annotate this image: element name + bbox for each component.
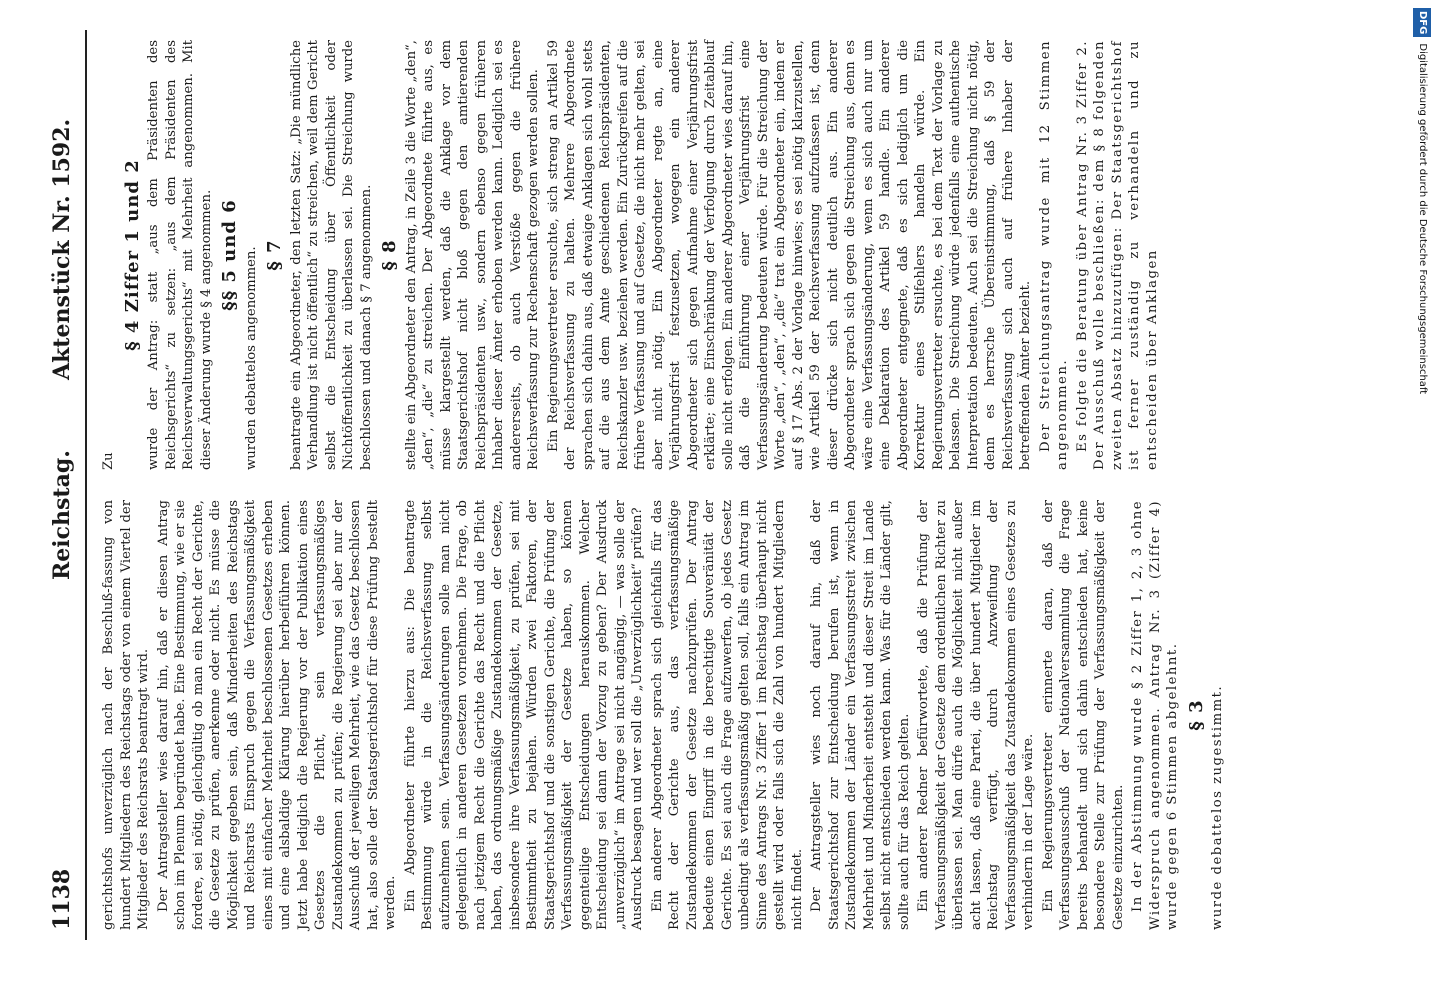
paragraph: Ein Regierungsvertreter ersuchte, sich streng an Artikel 59 der Reichsverfassung zu halten. Mehrere Abgeordnete sprachen sich dahin aus, daß etwaige Anklagen sich wohl stets auf die aus dem Amte geschiedenen Reichspräsidenten, Reichskanzler usw. beziehen werden. Ein Zurückgreifen auf die frühere Verfassung und auf Gesetze, die nicht mehr gelten, sei aber nicht nötig. Ein Abgeordneter regte an, eine Verjährungsfrist festzusetzen, wogegen ein anderer Abgeordneter sich gegen Aufnahme einer Verjährungsfrist erklärte; eine Einschränkung der Verfolgung durch Zeitablauf solle nicht erfolgen. Ein anderer Abgeordneter wies darauf hin, daß die Einführung einer Verjährungsfrist eine Verfassungsänderung bedeuten würde. Für die Streichung der Worte „den“, „den“, „die“ trat ein Abgeordneter ein, indem er auf § 17 Abs. 2 der Vorlage hinwies; es sei nötig klarzustellen, wie Artikel 59 der Reichsverfassung aufzufassen ist, denn dieser drücke sich nicht deutlich aus. Ein anderer Abgeordneter sprach sich gegen die Streichung aus, denn es wäre eine Verfassungsänderung, wenn es sich auch nur um eine Deklaration des Artikel 59 handle. Ein anderer Abgeordneter entgegnete, daß es sich lediglich um die Korrektur eines Stilfehlers handeln würde. Ein Regierungsvertreter ersuchte, es bei dem Text der Vorlage zu belassen. Die Streichung würde jedenfalls eine authentische Interpretation bedeuten. Auch sei die Streichung nicht nötig, denn es herrsche Übereinstimmung, daß § 59 der Reichsverfassung sich auch auf frühere Inhaber der betreffenden Ämter bezieht. — [545, 40, 1033, 470]
paragraph: Der Streichungsantrag wurde mit 12 Stimmen angenommen. — [1037, 40, 1070, 470]
paragraph: Zu — [101, 452, 116, 470]
right-column — [100, 40, 1163, 470]
left-column — [100, 500, 1229, 930]
page-number: 1138 — [49, 868, 75, 930]
rotated-page-content — [45, 30, 1425, 940]
paragraph: stellte ein Abgeordneter den Antrag, in Zeile 3 die Worte „den“, „den“, „die“ zu streichen. Der Abgeordnete führte aus, es müsse klargestellt werden, daß die Anklage vor dem Staatsgerichtshof nicht bloß gegen den amtierenden Reichspräsidenten usw., sondern ebenso gegen früheren Inhaber dieser Ämter erhoben werden kann. Lediglich sei es andererseits, ob auch Verstöße gegen die frühere Reichsverfassung zur Rechenschaft gezogen werden sollen. — [403, 40, 541, 470]
paragraph: wurde debattelos zugestimmt. — [1210, 684, 1225, 930]
paragraph: Der Antragsteller wies noch darauf hin, daß der Staatsgerichtshof zur Entscheidung berufen ist, wenn in Zustandekommen der Länder ein Verfassungsstreit zwischen Mehrheit und Minderheit entsteht und dieser Streit im Lande selbst nicht entschieden werden kann. Was für die Länder gilt, sollte auch für das Reich gelten. — [809, 500, 912, 930]
section-heading: § 3 — [1185, 699, 1207, 731]
section-heading: § 8 — [379, 239, 400, 271]
paragraph: gerichtshofs unverzüglich nach der Beschluß-fassung von hundert Mitgliedern des Reichstags oder von einem Viertel der Mitglieder des Reichsrats beantragt wird. — [101, 500, 151, 930]
section-heading: §§ 5 und 6 — [219, 199, 240, 311]
paragraph: Ein Regierungsvertreter erinnerte daran, daß der Verfassungsausschuß der Nationalversammlung die Frage bereits behandelt und sich dahin entschieden hat, keine besondere Stelle zur Prüfung der Verfassungsmäßigkeit der Gesetze einzurichten. — [1040, 500, 1126, 930]
paragraph: Ein anderer Abgeordneter sprach sich gleichfalls für das Recht der Gerichte aus, das verfassungsmäßige Zustandekommen der Gesetze nachzuprüfen. Der Antrag bedeute einen Eingriff in die berechtigte Souveränität der Gerichte. Es sei auch die Frage aufzuwerfen, ob jedes Gesetz unbedingt als verfassungsmäßig gelten soll, falls ein Antrag im Sinne des Antrags Nr. 3 Ziffer 1 im Reichstag überhaupt nicht gestellt wird oder falls sich die Zahl von hundert Mitgliedern nicht findet. — [649, 500, 805, 930]
funding-text: Digitalisierung gefördert durch die Deutsche Forschungsgemeinschaft — [1417, 43, 1428, 395]
paragraph: In der Abstimmung wurde § 2 Ziffer 1, 2, 3 ohne Widerspruch angenommen. Antrag Nr. 3 (Ziffer 4) wurde gegen 6 Stimmen abgelehnt. — [1130, 500, 1180, 930]
paragraph: Es folgte die Beratung über Antrag Nr. 3 Ziffer 2. Der Ausschuß wolle beschließen: dem § 8 folgenden zweiten Absatz hinzuzufügen: Der Staatsgerichtshof ist ferner zuständig zu verhandeln und zu entscheiden über Anklagen — [1074, 40, 1160, 470]
section-heading: § 7 — [264, 239, 285, 271]
paragraph: beantragte ein Abgeordneter, den letzten Satz: „Die mündliche Verhandlung ist nicht öffentlich“ zu streichen, weil dem Gericht selbst die Entscheidung über Öffentlichkeit oder Nichtöffentlichkeit zu überlassen sei. Die Streichung wurde beschlossen und danach § 7 angenommen. — [288, 40, 374, 470]
paragraph: Der Antragsteller wies darauf hin, daß er diesen Antrag schon im Plenum begründet habe. Eine Bestimmung, wie er sie fordere, sei nötig, gleichgültig ob man ein Recht der Gerichte, die Gesetze zu prüfen, anerkenne oder nicht. Es müsse die Möglichkeit gegeben sein, daß Minderheiten des Reichstags und Reichsrats Einspruch gegen die Verfassungsmäßigkeit eines mit einfacher Mehrheit beschlossenen Gesetzes erheben und eine alsbaldige Klärung hierüber herbeiführen können. Jetzt habe lediglich die Regierung vor der Publikation eines Gesetzes die Pflicht, sein verfassungsmäßiges Zustandekommen zu prüfen; die Regierung sei aber nur der Ausschuß der jeweiligen Mehrheit, wie das Gesetz beschlossen hat, also solle der Staatsgerichtshof für diese Prüfung bestellt werden. — [155, 500, 398, 930]
funding-note — [1413, 8, 1431, 988]
paragraph: Ein anderer Redner befürwortete, daß die Prüfung der Verfassungsmäßigkeit der Gesetze dem ordentlichen Richter zu überlassen sei. Man dürfe auch die Möglichkeit nicht außer acht lassen, daß eine Partei, die über hundert Mitglieder im Reichstag verfügt, durch Anzweiflung der Verfassungsmäßigkeit das Zustandekommen eines Gesetzes zu verhindern in der Lage wäre. — [916, 500, 1036, 930]
header-document-number: Aktenstück Nr. 1592. — [49, 118, 75, 380]
paragraph: Ein Abgeordneter führte hierzu aus: Die beantragte Bestimmung würde in die Reichsverfassung selbst aufzunehmen sein. Verfassungsänderungen solle man nicht gelegentlich in anderen Gesetzen vornehmen. Die Frage, ob nach jetzigem Recht die Gerichte das Recht und die Pflicht haben, das ordnungsmäßige Zustandekommen der Gesetze, insbesondere ihre Verfassungsmäßigkeit, zu prüfen, sei mit Bestimmtheit zu bejahen. Würden zwei Faktoren, der Staatsgerichtshof und die sonstigen Gerichte, die Prüfung der Verfassungsmäßigkeit der Gesetze haben, so können gegenteilige Entscheidungen herauskommen. Welcher Entscheidung sei dann der Vorzug zu geben? Der Ausdruck „unverzüglich“ im Antrage sei nicht angängig, — was solle der Ausdruck besagen und wer soll die „Unverzüglichkeit“ prüfen? — [402, 500, 645, 930]
page-header — [45, 30, 87, 940]
paragraph: wurden debattelos angenommen. — [243, 246, 259, 470]
side-credit — [1413, 8, 1431, 988]
section-heading: § 4 Ziffer 1 und 2 — [121, 159, 143, 351]
paragraph: wurde der Antrag: statt „aus dem Präsidenten des Reichsgerichts“ zu setzen: „aus dem Präsidenten des Reichsverwaltungsgerichts“ mit Mehrheit angenommen. Mit dieser Änderung wurde § 4 angenommen. — [146, 40, 214, 470]
dfg-logo-icon: DFG — [1413, 8, 1431, 37]
header-title: Reichstag. — [49, 450, 75, 580]
